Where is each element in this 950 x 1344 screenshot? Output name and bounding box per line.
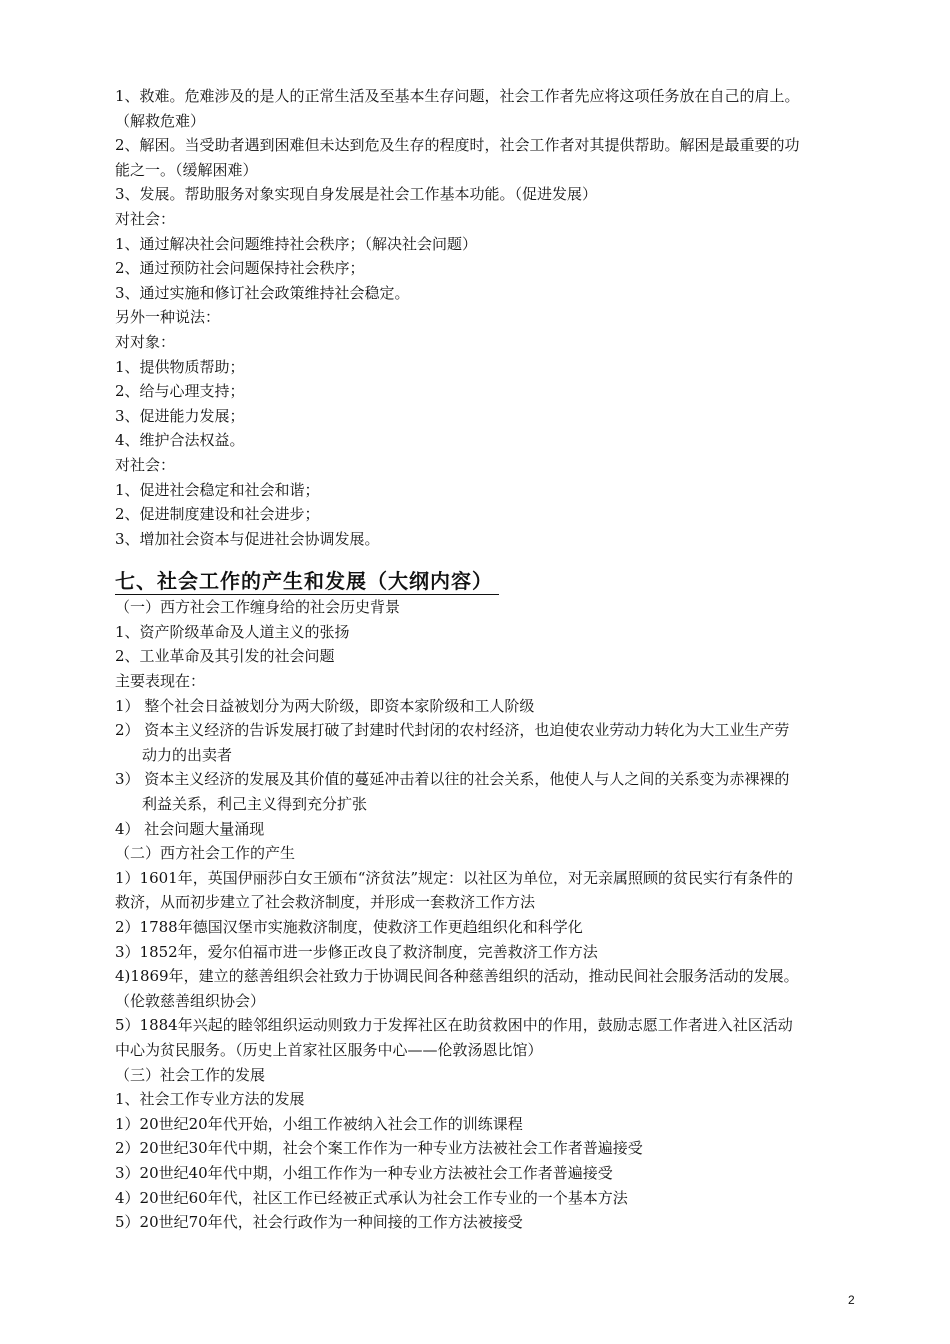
text-line: 1、提供物质帮助；: [115, 357, 245, 376]
text-line: 主要表现在：: [115, 672, 206, 691]
text-line: 1、通过解决社会问题维持社会秩序；（解决社会问题）: [115, 234, 478, 253]
subsection-title: （一）西方社会工作缠身给的社会历史背景: [115, 598, 401, 617]
text-line: 2、解困。当受助者遇到困难但未达到危及生存的程度时，社会工作者对其提供帮助。解困是最重要的功: [115, 136, 800, 155]
list-item: 2） 资本主义经济的告诉发展打破了封建时代封闭的农村经济，也迫使农业劳动力转化为大工业生产劳: [115, 721, 790, 740]
text-line: （解救危难）: [115, 111, 206, 130]
text-line: 3）1852年，爱尔伯福市进一步修正改良了救济制度，完善救济工作方法: [115, 942, 598, 961]
list-item: 3） 资本主义经济的发展及其价值的蔓延冲击着以往的社会关系，他使人与人之间的关系变为赤裸裸的: [115, 770, 790, 789]
page-number: 2: [848, 1293, 855, 1307]
text-line: 1、资产阶级革命及人道主义的张扬: [115, 622, 350, 641]
list-item: 4） 社会问题大量涌现: [115, 819, 265, 838]
text-line: 4、维护合法权益。: [115, 431, 245, 450]
page-content: [115, 84, 865, 1235]
text-line: 3、促进能力发展；: [115, 406, 245, 425]
text-line: 1、救难。危难涉及的是人的正常生活及至基本生存问题，社会工作者先应将这项任务放在自己的肩上。: [115, 87, 800, 105]
text-line: 5）20世纪70年代，社会行政作为一种间接的工作方法被接受: [115, 1213, 523, 1232]
text-line: 5）1884年兴起的睦邻组织运动则致力于发挥社区在助贫救困中的作用，鼓励志愿工作者进入社区活动: [115, 1016, 793, 1035]
section-heading: 七、社会工作的产生和发展（大纲内容）: [115, 568, 499, 595]
subsection-title: （三）社会工作的发展: [115, 1065, 266, 1084]
text-line: 另外一种说法：: [115, 308, 221, 327]
text-line: 对对象：: [115, 332, 176, 351]
text-line: 1、社会工作专业方法的发展: [115, 1090, 305, 1109]
text-line: 能之一。（缓解困难）: [115, 160, 258, 179]
text-line: 2、给与心理支持；: [115, 382, 245, 401]
text-line: 1、促进社会稳定和社会和谐；: [115, 480, 320, 499]
list-item-continuation: 利益关系，利己主义得到充分扩张: [142, 795, 368, 814]
history-section: [115, 595, 865, 1234]
text-line: 2、促进制度建设和社会进步；: [115, 505, 320, 524]
text-line: 2、工业革命及其引发的社会问题: [115, 647, 335, 666]
text-line: 2）1788年德国汉堡市实施救济制度，使救济工作更趋组织化和科学化: [115, 918, 583, 936]
text-line: 对社会：: [115, 455, 176, 474]
text-line: 4）20世纪60年代，社区工作已经被正式承认为社会工作专业的一个基本方法: [115, 1188, 628, 1207]
text-line: 4)1869年，建立的慈善组织会社致力于协调民间各种慈善组织的活动，推动民间社会服务活动的发展。: [115, 967, 799, 986]
text-line: 2、通过预防社会问题保持社会秩序；: [115, 259, 365, 278]
text-line: 3、通过实施和修订社会政策维持社会稳定。: [115, 283, 410, 302]
text-line: （伦敦慈善组织协会）: [115, 991, 266, 1010]
text-line: 3、发展。帮助服务对象实现自身发展是社会工作基本功能。（促进发展）: [115, 185, 598, 204]
text-line: 3）20世纪40年代中期，小组工作作为一种专业方法被社会工作者普遍接受: [115, 1163, 613, 1182]
text-line: 中心为贫民服务。（历史上首家社区服务中心——伦敦汤恩比馆）: [115, 1040, 543, 1059]
text-line: 1）20世纪20年代开始，小组工作被纳入社会工作的训练课程: [115, 1114, 523, 1133]
text-line: 2）20世纪30年代中期，社会个案工作作为一种专业方法被社会工作者普遍接受: [115, 1139, 643, 1158]
list-item-continuation: 动力的出卖者: [142, 745, 233, 764]
text-line: 对社会：: [115, 209, 176, 228]
text-line: 1）1601年，英国伊丽莎白女王颁布“济贫法”规定：以社区为单位，对无亲属照顾的贫民实行有条件的: [115, 868, 794, 887]
list-item: 1） 整个社会日益被划分为两大阶级，即资本家阶级和工人阶级: [115, 696, 535, 715]
functions-section: [115, 84, 865, 551]
text-line: 3、增加社会资本与促进社会协调发展。: [115, 529, 380, 548]
text-line: 救济，从而初步建立了社会救济制度，并形成一套救济工作方法: [115, 893, 536, 912]
subsection-title: （二）西方社会工作的产生: [115, 844, 296, 863]
